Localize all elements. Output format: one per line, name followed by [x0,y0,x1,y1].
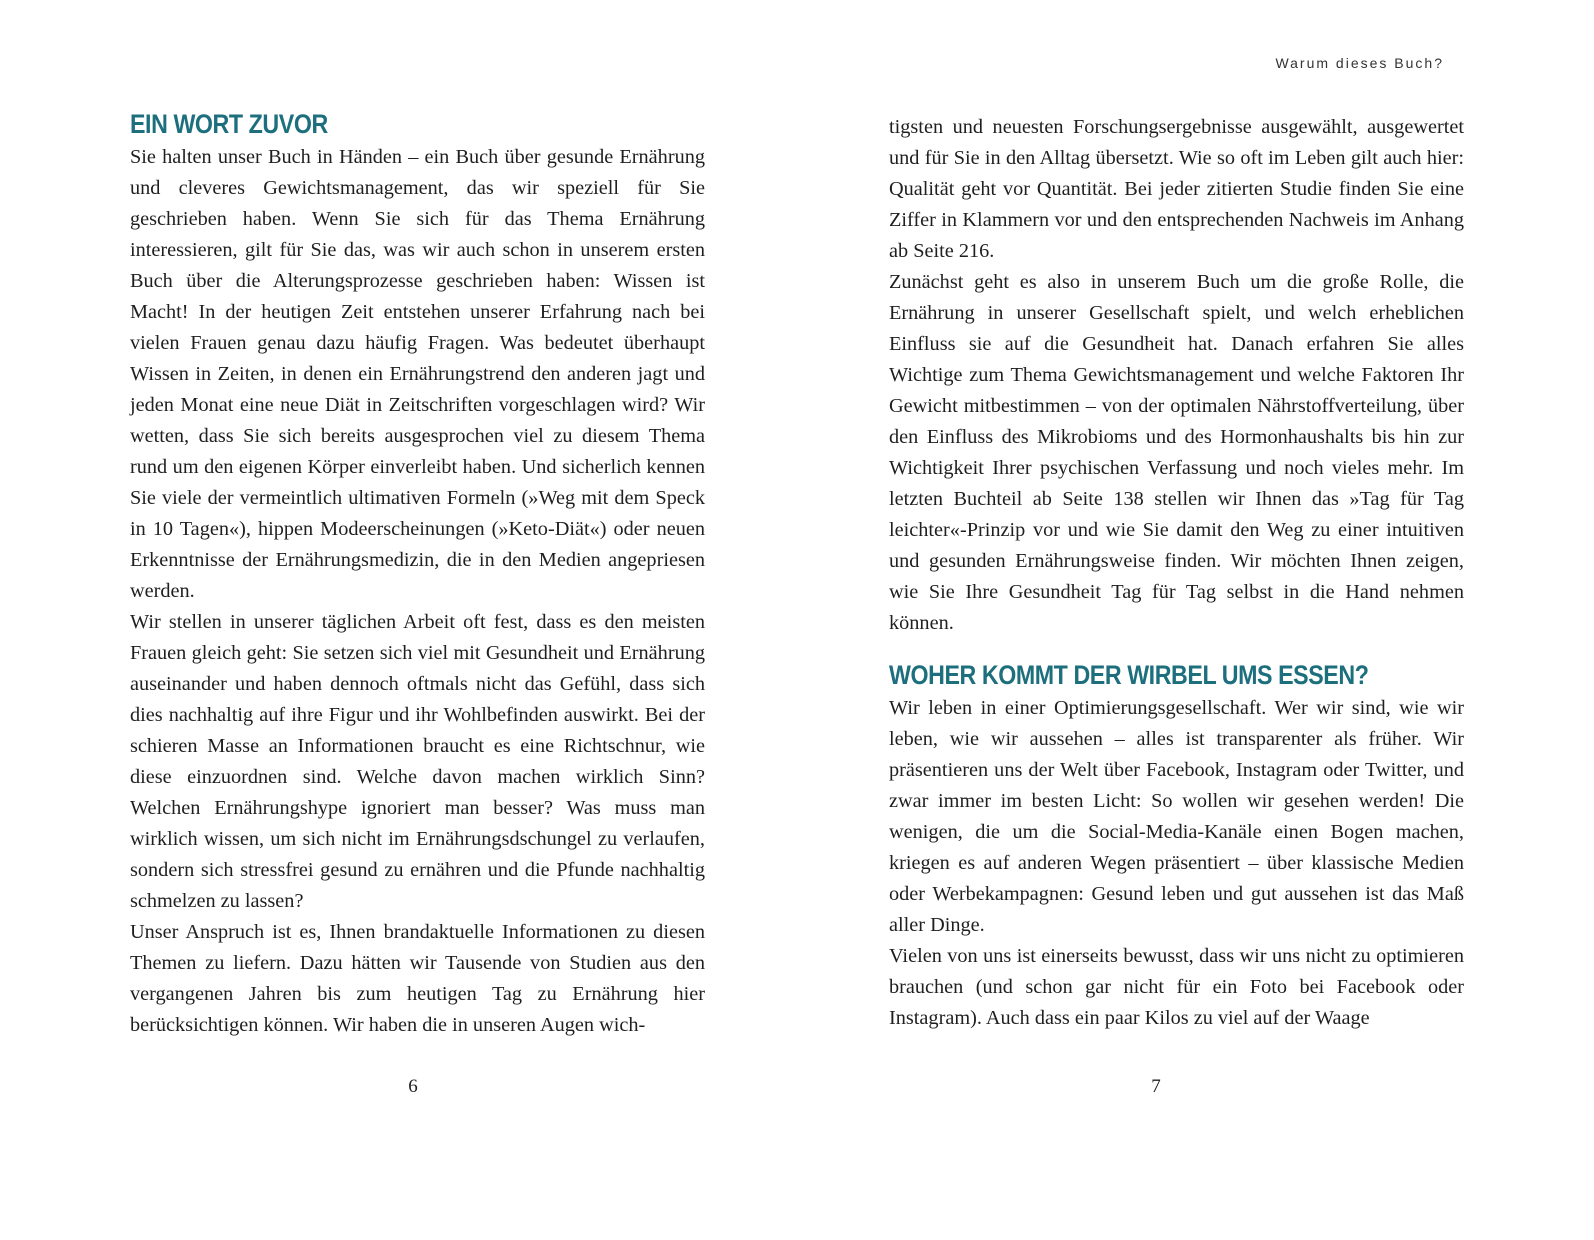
paragraph: tigsten und neuesten Forschungsergebnisse ausgewählt, ausgewertet und für Sie in den Alltag übersetzt. Wie so oft im Leben gilt auch hier: Qualität geht vor Quantität. Bei jeder zitierten Studie finden Sie eine Ziffer in Klammern vor und den entsprechenden Nachweis im Anhang ab Seite 216. [889,116,1464,262]
paragraph: Zunächst geht es also in unserem Buch um die große Rolle, die Ernährung in unserer Gesellschaft spielt, und welch erheblichen Einfluss sie auf die Gesundheit hat. Danach erfahren Sie alles Wichtige zum Thema Gewichtsmanagement und welche Faktoren Ihr Gewicht mitbestimmen – von der optimalen Nährstoffverteilung, über den Einfluss des Mikrobioms und des Hormonhaushalts bis hin zur Wichtigkeit Ihrer psychischen Verfassung und noch vieles mehr. Im letzten Buchteil ab Seite 138 stellen wir Ihnen das »Tag für Tag leichter«-Prinzip vor und wie Sie damit den Weg zu einer intuitiven und gesunden Ernährungsweise finden. Wir möchten Ihnen zeigen, wie Sie Ihre Gesundheit Tag für Tag selbst in die Hand nehmen können. [889,271,1464,634]
right-page [797,0,1594,1240]
paragraph: Wir stellen in unserer täglichen Arbeit oft fest, dass es den meisten Frauen gleich geht: Sie setzen sich viel mit Gesundheit und Ernährung auseinander und haben dennoch oftmals nicht das Gefühl, dass sich dies nachhaltig auf ihre Figur und ihr Wohlbefinden auswirkt. Bei der schieren Masse an Informationen braucht es eine Richtschnur, wie diese einzuordnen sind. Welche davon machen wirklich Sinn? Welchen Ernährungshype ignoriert man besser? Was muss man wirklich wissen, um sich nicht im Ernährungsdschungel zu verlaufen, sondern sich stressfrei gesund zu ernähren und die Pfunde nachhaltig schmelzen zu lassen? [130,611,705,912]
right-text-block [889,112,1464,1034]
section-heading-woher-kommt: WOHER KOMMT DER WIRBEL UMS ESSEN? [889,660,1369,690]
paragraph: Wir leben in einer Optimierungsgesellschaft. Wer wir sind, wie wir leben, wie wir aussehen – alles ist transparenter als früher. Wir präsentieren uns der Welt über Facebook, Instagram oder Twitter, und zwar immer im besten Licht: So wollen wir gesehen werden! Die wenigen, die um die Social-Media-Kanäle einen Bogen machen, kriegen es auf anderen Wegen präsentiert – über klassische Medien oder Werbekampagnen: Gesund leben und gut aussehen ist das Maß aller Dinge. [889,697,1464,936]
running-head: Warum dieses Buch? [1275,55,1444,71]
page-number: 6 [408,1076,418,1097]
left-text-block [130,106,705,1041]
paragraph: Unser Anspruch ist es, Ihnen brandaktuelle Informationen zu diesen Themen zu liefern. Dazu hätten wir Tausende von Studien aus den vergangenen Jahren bis zum heutigen Tag zu Ernährung hier berücksichtigen können. Wir haben die in unseren Augen wich- [130,921,705,1036]
paragraph: Sie halten unser Buch in Händen – ein Buch über gesunde Ernährung und cleveres Gewichtsmanagement, das wir speziell für Sie geschrieben haben. Wenn Sie sich für das Thema Ernährung interessieren, gilt für Sie das, was wir auch schon in unserem ersten Buch über die Alterungsprozesse geschrieben haben: Wissen ist Macht! In der heutigen Zeit entstehen unserer Erfahrung nach bei vielen Frauen genau dazu häufig Fragen. Was bedeutet überhaupt Wissen in Zeiten, in denen ein Ernährungstrend den anderen jagt und jeden Monat eine neue Diät in Zeitschriften vorgeschlagen wird? Wir wetten, dass Sie sich bereits ausgesprochen viel zu diesem Thema rund um den eigenen Körper einverleibt haben. Und sicherlich kennen Sie viele der vermeintlich ultimativen Formeln (»Weg mit dem Speck in 10 Tagen«), hippen Modeerscheinungen (»Keto-Diät«) oder neuen Erkenntnisse der Ernährungsmedizin, die in den Medien angepriesen werden. [130,146,705,602]
section-heading-ein-wort-zuvor: EIN WORT ZUVOR [130,109,328,139]
paragraph: Vielen von uns ist einerseits bewusst, dass wir uns nicht zu optimieren brauchen (und schon gar nicht für ein Foto bei Facebook oder Instagram). Auch dass ein paar Kilos zu viel auf der Waage [889,945,1464,1029]
page-number: 7 [1151,1076,1161,1097]
